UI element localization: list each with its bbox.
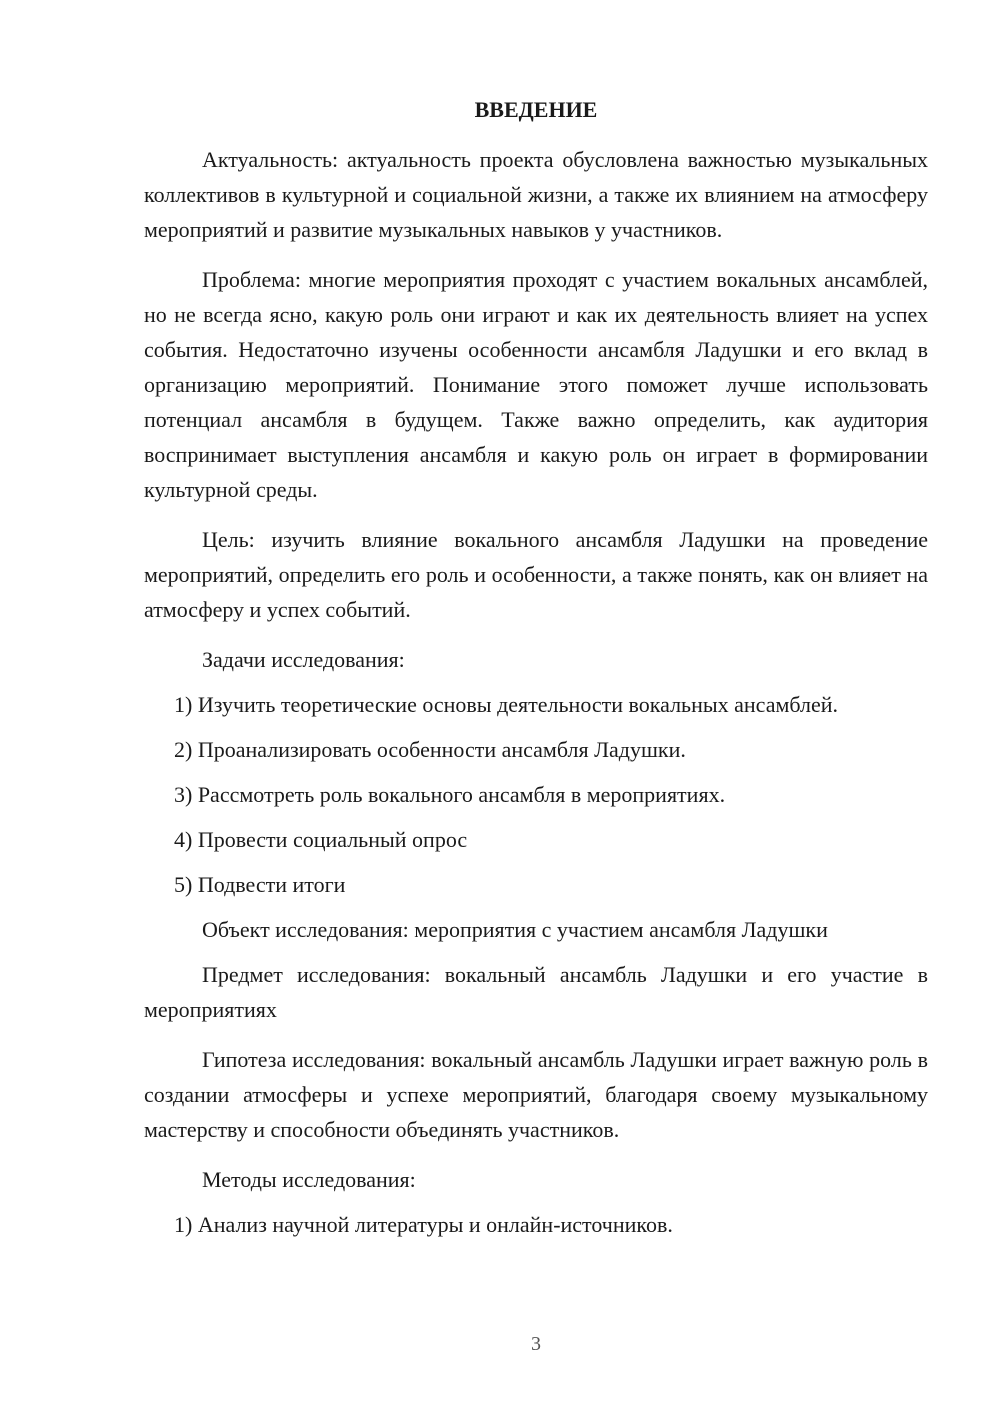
object-paragraph: Объект исследования: мероприятия с участием ансамбля Ладушки (202, 917, 828, 942)
hypothesis-paragraph: Гипотеза исследования: вокальный ансамбль Ладушки играет важную роль в создании атмосферы и успехе мероприятий, благодаря своему музыкальному мастерству и способности объединять участников. (144, 1047, 928, 1142)
page-title: ВВЕДЕНИЕ (474, 97, 598, 122)
relevance-paragraph: Актуальность: актуальность проекта обусловлена важностью музыкальных коллективов в культурной и социальной жизни, а также их влиянием на атмосферу мероприятий и развитие музыкальных навыков у участников. (144, 147, 928, 242)
tasks-label: Задачи исследования: (202, 647, 405, 672)
subject-paragraph: Предмет исследования: вокальный ансамбль Ладушки и его участие в мероприятиях (144, 962, 928, 1022)
methods-list (144, 1207, 928, 1242)
list-item: 1) Изучить теоретические основы деятельности вокальных ансамблей. (174, 692, 839, 717)
list-item: 2) Проанализировать особенности ансамбля Ладушки. (174, 737, 686, 762)
list-item: 1) Анализ научной литературы и онлайн-источников. (174, 1212, 673, 1237)
goal-paragraph: Цель: изучить влияние вокального ансамбля Ладушки на проведение мероприятий, определить его роль и особенности, а также понять, как он влияет на атмосферу и успех событий. (144, 527, 928, 622)
problem-paragraph: Проблема: многие мероприятия проходят с участием вокальных ансамблей, но не всегда ясно, какую роль они играют и как их деятельность влияет на успех события. Недостаточно изучены особенности ансамбля Ладушки и его вклад в организацию мероприятий. Понимание этого поможет лучше использовать потенциал ансамбля в будущем. Также важно определить, как аудитория воспринимает выступления ансамбля и какую роль он играет в формировании культурной среды. (144, 267, 928, 502)
page-number: 3 (531, 1333, 541, 1355)
methods-label: Методы исследования: (202, 1167, 416, 1192)
tasks-list (144, 687, 928, 902)
list-item: 4) Провести социальный опрос (174, 827, 468, 852)
list-item: 3) Рассмотреть роль вокального ансамбля в мероприятиях. (174, 782, 726, 807)
list-item: 5) Подвести итоги (174, 872, 346, 897)
document-page (144, 92, 928, 1252)
